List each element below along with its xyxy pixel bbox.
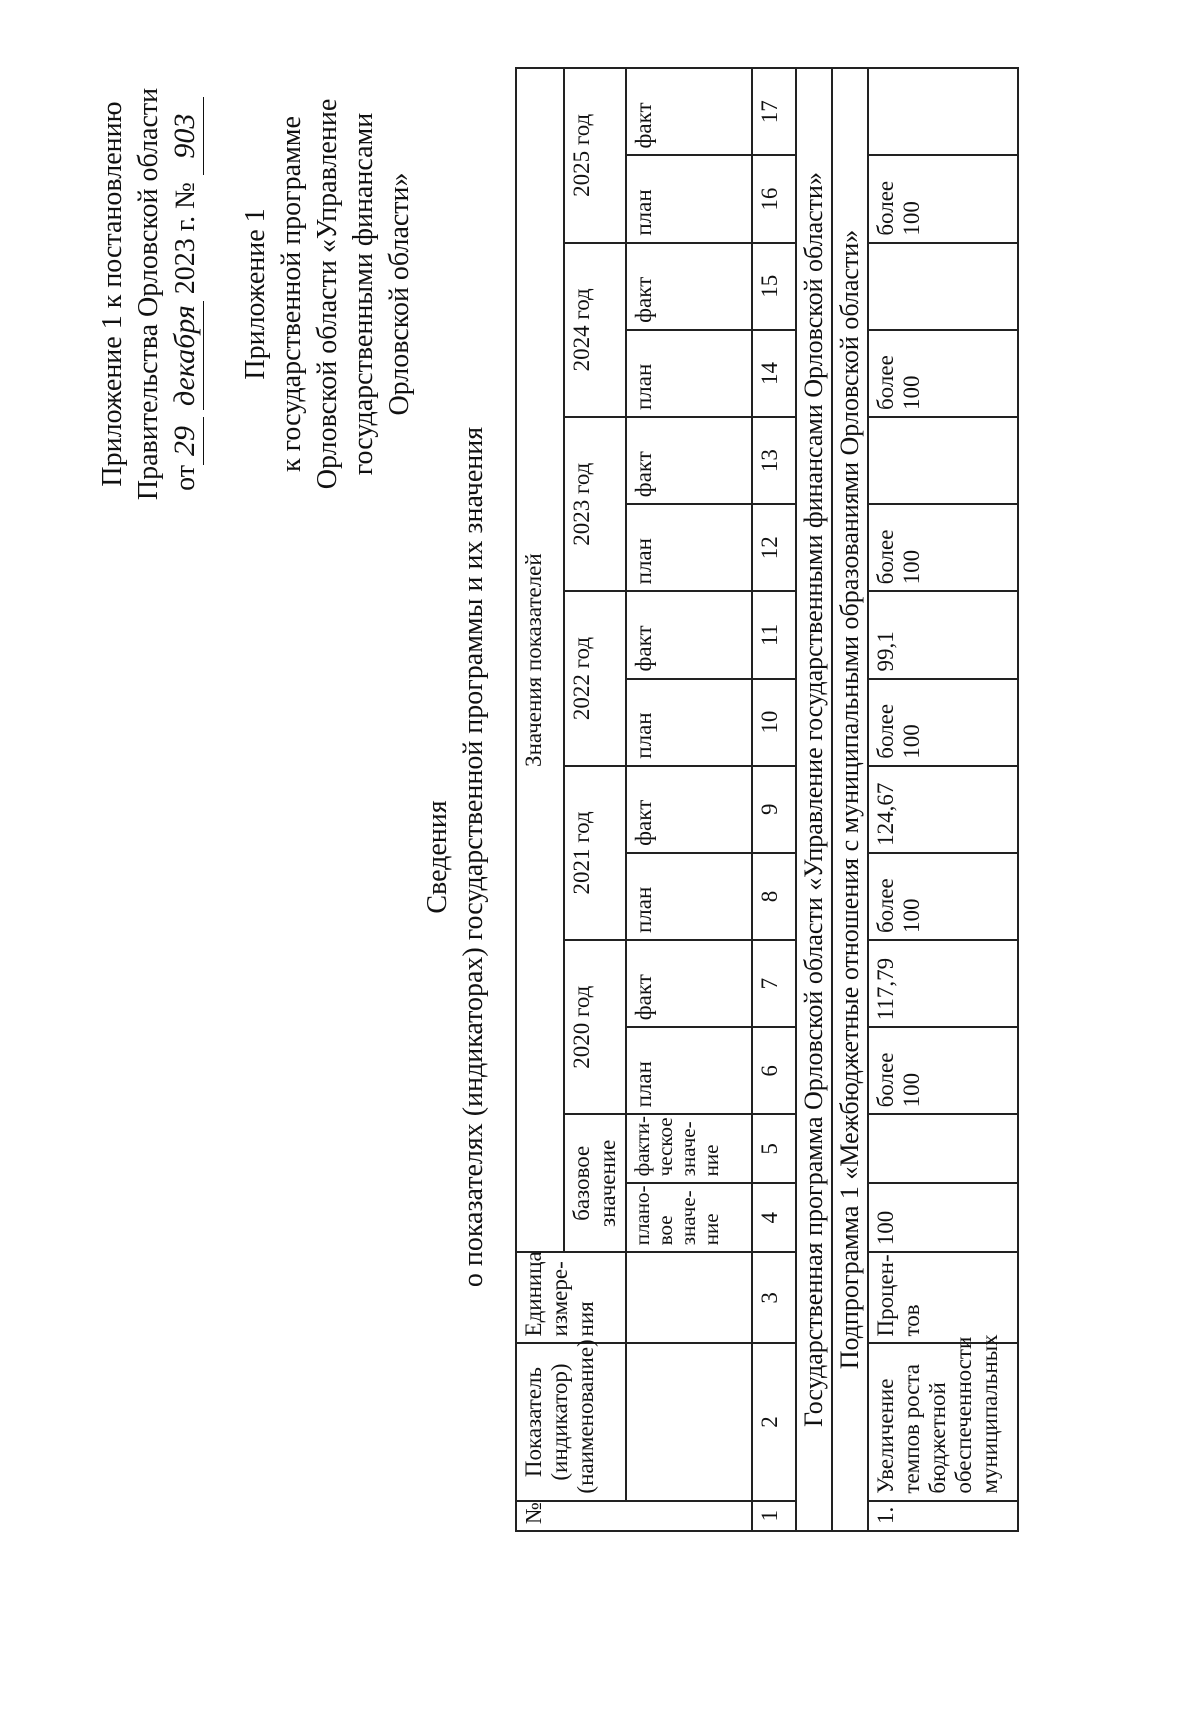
decree-number: 903 [167, 97, 204, 175]
row-2023-fact [868, 417, 1018, 504]
appendix-line-1: Приложение 1 к постановлению [97, 101, 128, 487]
row-indicator: Увеличение темпов роста бюджетной обеспеченности муниципальных [868, 1343, 1018, 1500]
program-row [796, 68, 832, 1531]
header-fact-2022: факт [626, 591, 752, 678]
col-number: 8 [752, 853, 796, 940]
subprogram-row [832, 68, 868, 1531]
row-2021-fact: 124,67 [868, 766, 1018, 853]
header-fact-2021: факт [626, 766, 752, 853]
header-row-1 [516, 68, 564, 1531]
appendix2-line-1: к государственной программе [276, 116, 307, 472]
header-actual-value: факти-ческое значе-ние [626, 1114, 752, 1183]
col-number: 17 [752, 68, 796, 156]
row-unit: Процен-тов [868, 1252, 1018, 1343]
row-2021-plan: более 100 [868, 853, 1018, 940]
row-num: 1. [868, 1501, 1018, 1531]
header-plan-2024: план [626, 330, 752, 417]
col-number: 3 [752, 1252, 796, 1343]
row-2020-plan: более 100 [868, 1027, 1018, 1114]
header-fact-2025: факт [626, 68, 752, 156]
table-row [868, 68, 1018, 1531]
document-title [420, 0, 492, 1714]
header-year-2022: 2022 год [564, 591, 626, 765]
row-2022-plan: более 100 [868, 679, 1018, 766]
row-2025-plan: более 100 [868, 156, 1018, 243]
row-base-plan: 100 [868, 1183, 1018, 1252]
appendix2-line-4: Орловской области» [384, 172, 415, 416]
col-number: 9 [752, 766, 796, 853]
row-2020-fact: 117,79 [868, 940, 1018, 1027]
subprogram-title: Подпрограмма 1 «Межбюджетные отношения с муниципальными образованиями Орловской области» [832, 68, 868, 1531]
header-indicator: Показатель (индикатор) (наименование) [516, 1343, 626, 1500]
col-number: 15 [752, 243, 796, 330]
row-2025-fact [868, 68, 1018, 156]
col-number: 11 [752, 591, 796, 678]
row-2024-fact [868, 243, 1018, 330]
row-2022-fact: 99,1 [868, 591, 1018, 678]
col-number: 1 [752, 1501, 796, 1531]
appendix2-line-3: государственными финансами [348, 112, 379, 476]
appendix2-line-2: Орловской области «Управление [312, 98, 343, 490]
header-row-3 [626, 68, 752, 1531]
header-unit-empty [626, 1252, 752, 1343]
header-plan-2025: план [626, 156, 752, 243]
row-2024-plan: более 100 [868, 330, 1018, 417]
header-base: базовое значение [564, 1114, 626, 1252]
header-plan-2021: план [626, 853, 752, 940]
decree-date [167, 74, 204, 514]
col-number: 7 [752, 940, 796, 1027]
header-planned-value: плано-вое значе-ние [626, 1183, 752, 1252]
col-number: 13 [752, 417, 796, 504]
col-number: 10 [752, 679, 796, 766]
col-number: 12 [752, 504, 796, 591]
appendix2-title: Приложение 1 [240, 208, 271, 380]
indicators-table [515, 67, 1019, 1532]
header-values: Значения показателей [516, 68, 564, 1252]
header-year-2020: 2020 год [564, 940, 626, 1114]
title-line-2: о показателях (индикаторах) государственной программы и их значения [458, 426, 489, 1288]
header-plan-2022: план [626, 679, 752, 766]
row-2023-plan: более 100 [868, 504, 1018, 591]
program-title: Государственная программа Орловской области «Управление государственными финансами Орловской области» [796, 68, 832, 1531]
header-indicator-empty [626, 1343, 752, 1500]
header-plan-2023: план [626, 504, 752, 591]
header-year-2024: 2024 год [564, 243, 626, 417]
header-year-2025: 2025 год [564, 68, 626, 243]
column-numbers-row [752, 68, 796, 1531]
col-number: 2 [752, 1343, 796, 1500]
date-month: декабря [167, 301, 204, 410]
header-fact-2020: факт [626, 940, 752, 1027]
col-number: 16 [752, 156, 796, 243]
col-number: 5 [752, 1114, 796, 1183]
col-number: 4 [752, 1183, 796, 1252]
header-num: № [516, 1501, 752, 1531]
header-plan-2020: план [626, 1027, 752, 1114]
date-prefix: от [170, 464, 201, 491]
col-number: 6 [752, 1027, 796, 1114]
row-base-fact [868, 1114, 1018, 1183]
header-fact-2023: факт [626, 417, 752, 504]
appendix-header [95, 74, 418, 514]
header-unit: Единица измере-ния [516, 1252, 626, 1343]
date-day: 29 [167, 417, 204, 465]
header-fact-2024: факт [626, 243, 752, 330]
appendix-line-2: Правительства Орловской области [133, 87, 164, 501]
date-year: 2023 г. № [170, 182, 201, 295]
col-number: 14 [752, 330, 796, 417]
header-year-2023: 2023 год [564, 417, 626, 591]
title-line-1: Сведения [422, 800, 453, 914]
header-year-2021: 2021 год [564, 766, 626, 940]
